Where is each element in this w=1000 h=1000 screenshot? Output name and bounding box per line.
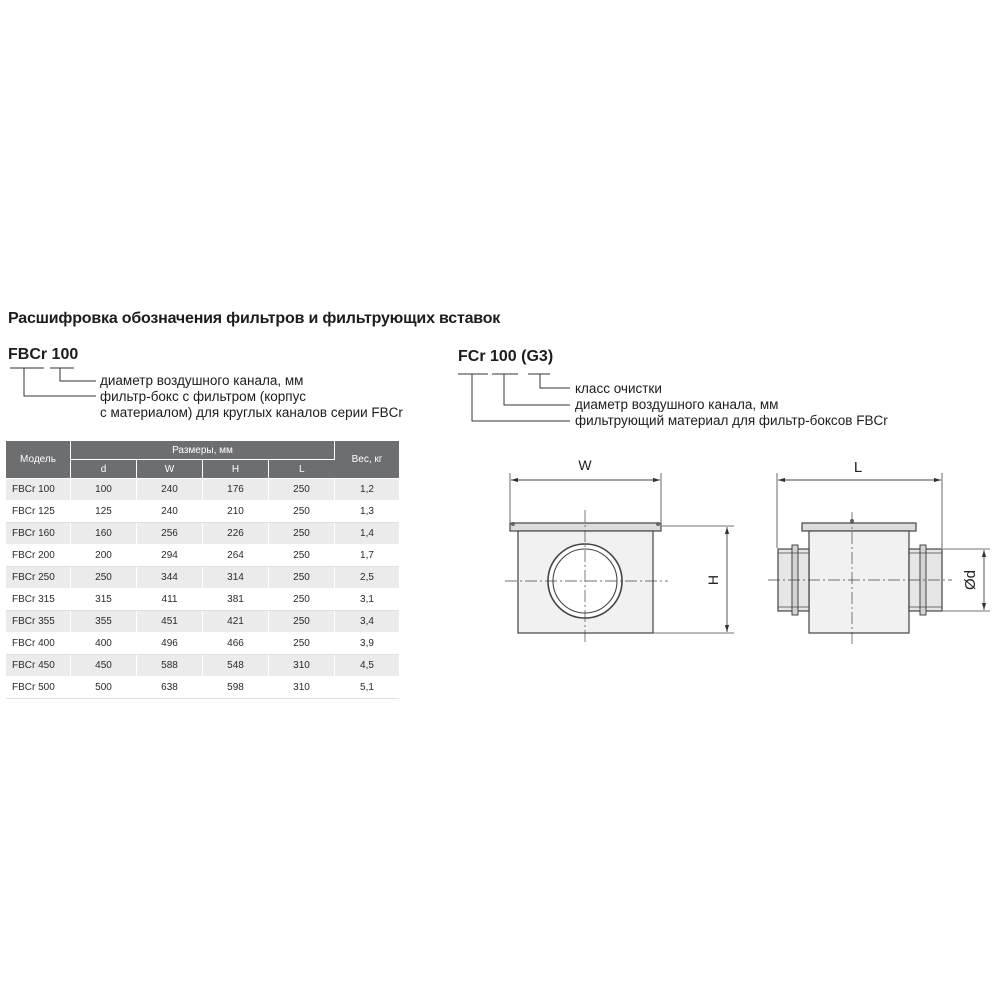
header-model: Модель — [6, 441, 71, 479]
h-label: H — [705, 574, 721, 586]
cell-h: 226 — [203, 523, 269, 545]
cell-weight: 5,1 — [335, 677, 400, 699]
cell-weight: 3,4 — [335, 611, 400, 633]
front-view — [505, 473, 734, 645]
cell-w: 588 — [137, 655, 203, 677]
fcr-code: FCr 100 (G3) — [458, 348, 554, 365]
cell-h: 176 — [203, 479, 269, 501]
header-d: d — [71, 460, 137, 479]
cell-weight: 1,2 — [335, 479, 400, 501]
cell-w: 344 — [137, 567, 203, 589]
cell-model: FBCr 250 — [6, 567, 71, 589]
w-label: W — [578, 457, 592, 473]
cell-h: 381 — [203, 589, 269, 611]
cell-model: FBCr 160 — [6, 523, 71, 545]
cell-weight: 2,5 — [335, 567, 400, 589]
cell-weight: 4,5 — [335, 655, 400, 677]
cell-h: 264 — [203, 545, 269, 567]
side-body — [809, 531, 909, 633]
cell-d: 355 — [71, 611, 137, 633]
cell-w: 256 — [137, 523, 203, 545]
cell-d: 200 — [71, 545, 137, 567]
cell-w: 294 — [137, 545, 203, 567]
cell-d: 450 — [71, 655, 137, 677]
cell-h: 466 — [203, 633, 269, 655]
cell-w: 240 — [137, 501, 203, 523]
cell-weight: 1,3 — [335, 501, 400, 523]
cell-model: FBCr 125 — [6, 501, 71, 523]
header-weight: Вес, кг — [335, 441, 400, 479]
cell-w: 451 — [137, 611, 203, 633]
cell-l: 250 — [269, 501, 335, 523]
cell-l: 250 — [269, 523, 335, 545]
cell-model: FBCr 355 — [6, 611, 71, 633]
fbcr-code: FBCr 100 — [8, 346, 79, 363]
side-lid — [802, 523, 916, 531]
cell-model: FBCr 400 — [6, 633, 71, 655]
cell-weight: 3,1 — [335, 589, 400, 611]
cell-l: 250 — [269, 479, 335, 501]
cell-d: 125 — [71, 501, 137, 523]
fbcr-legend-line-1: диаметр воздушного канала, мм — [100, 373, 304, 388]
cell-model: FBCr 100 — [6, 479, 71, 501]
cell-d: 250 — [71, 567, 137, 589]
cell-w: 411 — [137, 589, 203, 611]
fcr-legend-line-1: класс очистки — [575, 381, 662, 396]
header-l: L — [269, 460, 335, 479]
cell-l: 310 — [269, 677, 335, 699]
cell-w: 496 — [137, 633, 203, 655]
cell-l: 250 — [269, 567, 335, 589]
front-lid — [510, 523, 661, 531]
cell-model: FBCr 200 — [6, 545, 71, 567]
cell-l: 250 — [269, 545, 335, 567]
cell-model: FBCr 500 — [6, 677, 71, 699]
page-title: Расшифровка обозначения фильтров и фильтрующих вставок — [8, 310, 501, 327]
cell-d: 400 — [71, 633, 137, 655]
fbcr-legend-line-2: фильтр-бокс с фильтром (корпус — [100, 389, 306, 404]
side-view — [768, 473, 990, 645]
cell-d: 100 — [71, 479, 137, 501]
header-h: H — [203, 460, 269, 479]
l-label: L — [853, 459, 863, 476]
cell-model: FBCr 315 — [6, 589, 71, 611]
fcr-legend-line-3: фильтрующий материал для фильтр-боксов FBCr — [575, 413, 888, 428]
cell-w: 638 — [137, 677, 203, 699]
cell-model: FBCr 450 — [6, 655, 71, 677]
cell-h: 421 — [203, 611, 269, 633]
cell-l: 250 — [269, 589, 335, 611]
cell-weight: 3,9 — [335, 633, 400, 655]
cell-h: 548 — [203, 655, 269, 677]
d-label: Ød — [962, 569, 979, 591]
cell-d: 315 — [71, 589, 137, 611]
cell-w: 240 — [137, 479, 203, 501]
fcr-legend-line-2: диаметр воздушного канала, мм — [575, 397, 779, 412]
cell-d: 500 — [71, 677, 137, 699]
fbcr-legend-line-3: с материалом) для круглых каналов серии FBCr — [100, 405, 403, 420]
cell-h: 598 — [203, 677, 269, 699]
cell-h: 210 — [203, 501, 269, 523]
cell-weight: 1,7 — [335, 545, 400, 567]
cell-weight: 1,4 — [335, 523, 400, 545]
cell-l: 250 — [269, 611, 335, 633]
cell-h: 314 — [203, 567, 269, 589]
header-w: W — [137, 460, 203, 479]
cell-l: 310 — [269, 655, 335, 677]
cell-d: 160 — [71, 523, 137, 545]
header-dimensions: Размеры, мм — [71, 441, 335, 460]
cell-l: 250 — [269, 633, 335, 655]
